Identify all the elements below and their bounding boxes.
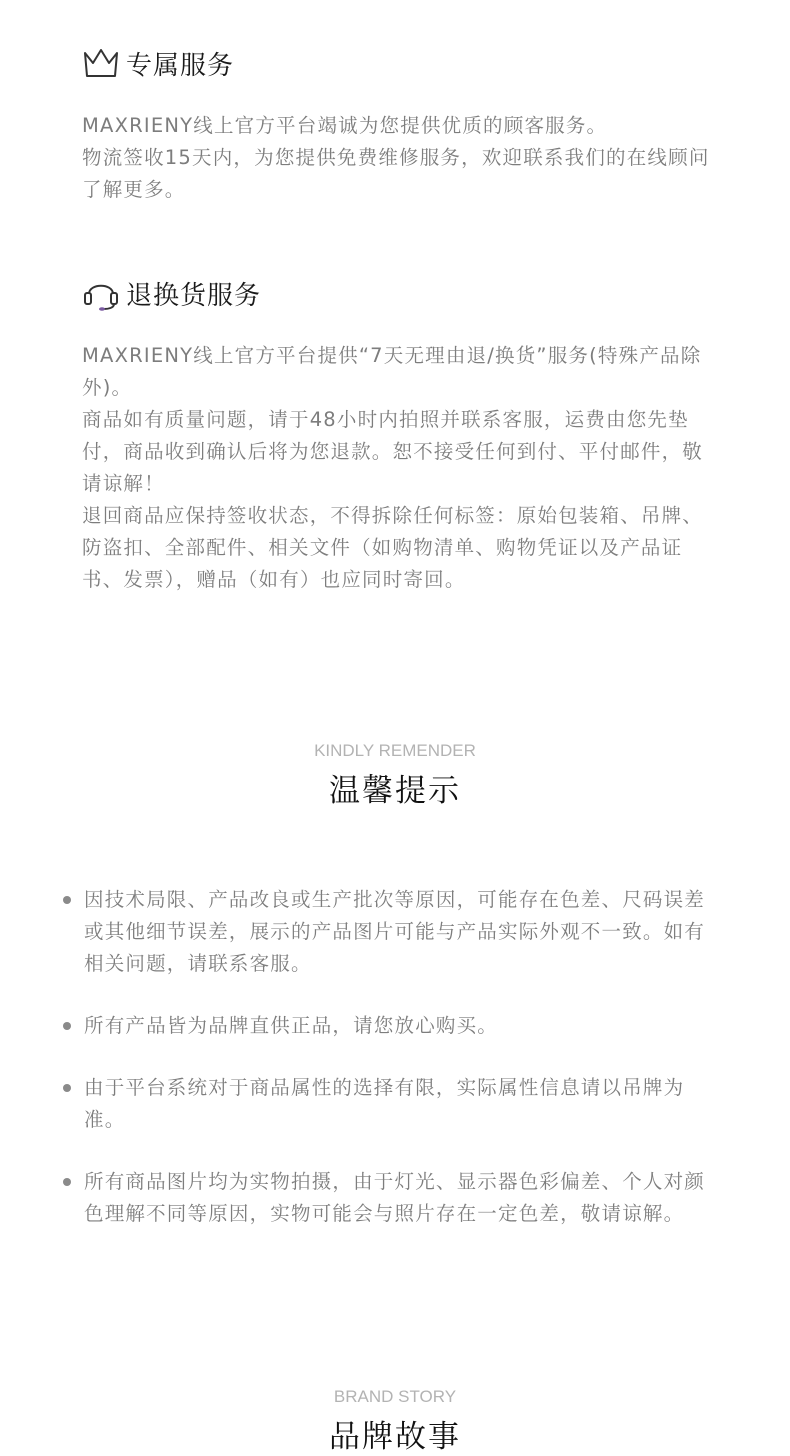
heading-chinese: 品牌故事 — [329, 1419, 461, 1455]
bullet-dot — [63, 896, 71, 904]
list-item — [60, 1166, 720, 1230]
exclusive-service-header — [82, 44, 234, 82]
paragraph: 商品如有质量问题，请于48小时内拍照并联系客服，运费由您先垫付，商品收到确认后将为您退款。恕不接受任何到付、平付邮件，敬请谅解！ — [82, 408, 704, 495]
bullet-dot — [63, 1178, 71, 1186]
return-service-text — [82, 340, 722, 596]
reminder-list — [60, 884, 720, 1260]
heading-english: KINDLY REMENDER — [314, 741, 476, 760]
return-service-header — [82, 274, 261, 312]
exclusive-service-title: 专属服务 — [126, 50, 235, 81]
headset-icon — [82, 274, 120, 312]
heading-chinese: 温馨提示 — [329, 773, 461, 809]
list-item-text: 所有商品图片均为实物拍摄，由于灯光、显示器色彩偏差、个人对颜色理解不同等原因，实物可能会与照片存在一定色差，敬请谅解。 — [84, 1170, 706, 1225]
exclusive-service-text — [82, 110, 722, 206]
list-item-text: 因技术局限、产品改良或生产批次等原因，可能存在色差、尺码误差或其他细节误差，展示的产品图片可能与产品实际外观不一致。如有相关问题，请联系客服。 — [84, 888, 706, 975]
list-item — [60, 1072, 720, 1136]
brand-story-heading — [0, 1387, 790, 1456]
paragraph: MAXRIENY线上官方平台竭诚为您提供优质的顾客服务。 — [82, 114, 608, 137]
list-item — [60, 1010, 720, 1042]
crown-icon — [82, 44, 120, 82]
return-service-title: 退换货服务 — [126, 280, 262, 311]
list-item-text: 由于平台系统对于商品属性的选择有限，实际属性信息请以吊牌为准。 — [84, 1076, 685, 1131]
paragraph: 物流签收15天内，为您提供免费维修服务，欢迎联系我们的在线顾问了解更多。 — [82, 146, 710, 201]
paragraph: 退回商品应保持签收状态，不得拆除任何标签：原始包装箱、吊牌、防盗扣、全部配件、相关文件（如购物清单、购物凭证以及产品证书、发票），赠品（如有）也应同时寄回。 — [82, 504, 704, 591]
heading-english: BRAND STORY — [333, 1387, 457, 1406]
paragraph: MAXRIENY线上官方平台提供“7天无理由退/换货”服务(特殊产品除外)。 — [82, 344, 702, 399]
list-item-text: 所有产品皆为品牌直供正品，请您放心购买。 — [84, 1014, 499, 1037]
bullet-dot — [63, 1022, 71, 1030]
kindly-reminder-heading — [0, 741, 790, 810]
list-item — [60, 884, 720, 980]
bullet-dot — [63, 1084, 71, 1092]
